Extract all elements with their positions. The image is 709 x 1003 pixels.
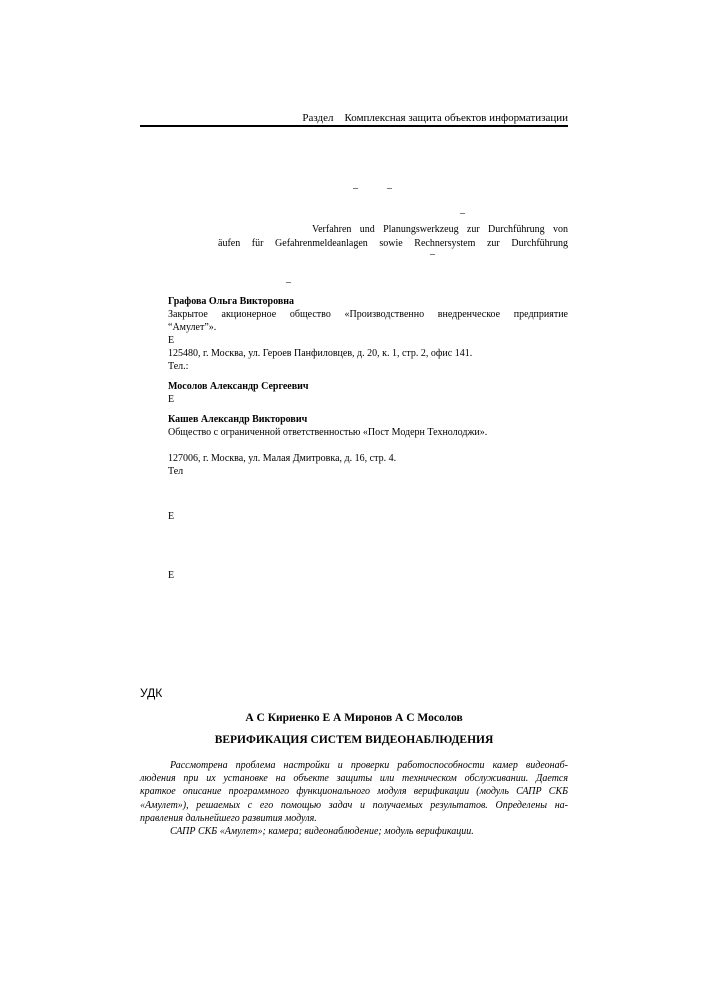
person-address-block [168,452,568,478]
person-org: Общество с ограниченной ответственностью «Пост Модерн Технолоджи». [168,427,488,438]
person-email-label: E [168,511,175,522]
dash-fragment: – [387,183,392,194]
person-address: 125480, г. Москва, ул. Героев Панфиловцев, д. 20, к. 1, стр. 2, офис 141. [168,348,473,359]
person-block-2 [168,380,568,406]
abstract-line: правления дальнейшего развития модуля. [140,812,317,824]
article-authors: А С Кириенко Е А Миронов А С Мосолов [245,712,463,724]
dash-fragment: – [286,277,291,288]
person-name: Графова Ольга Викторовна [168,296,295,307]
person-name: Кашев Александр Викторович [168,414,308,425]
abstract-line: Рассмотрена проблема настройки и проверки работоспособности камер видеонаб- [170,760,568,771]
section-title: Комплексная защита объектов информатизации [344,112,568,124]
person-block-1 [168,295,568,373]
person-phone-label: Тел.: [168,361,189,372]
german-line-1: Verfahren und Planungswerkzeug zur Durchführung von [312,224,568,235]
dash-fragment: – [460,208,465,219]
header-rule [140,125,568,127]
abstract-line: людения при их установке на объекте защиты или техническом обслуживании. Дается [140,773,568,785]
person-org: Закрытое акционерное общество «Производственно внедренческое предприятие [168,309,568,320]
abstract-line: «Амулет»), решаемых с его помощью задач и получаемых результатов. Определены на- [140,799,568,811]
person-email-label: E [168,335,175,346]
person-phone-label: Тел [168,466,184,477]
section-label: Раздел [302,112,334,124]
article-abstract [140,759,568,838]
running-header [140,112,568,124]
person-email-label: E [168,394,175,405]
article-title: ВЕРИФИКАЦИЯ СИСТЕМ ВИДЕОНАБЛЮДЕНИЯ [214,734,494,746]
keywords: САПР СКБ «Амулет»; камера; видеонаблюдение; модуль верификации. [170,826,474,838]
udk-label: УДК [140,686,163,700]
dash-fragment: – [353,183,358,194]
person-block-3 [168,413,568,439]
dash-fragment: – [430,249,435,260]
person-address: 127006, г. Москва, ул. Малая Дмитровка, д. 16, стр. 4. [168,453,397,464]
german-line-2: äufen für Gefahrenmeldeanlagen sowie Rechnersystem zur Durchführung [218,238,568,249]
person-name: Мосолов Александр Сергеевич [168,381,309,392]
person-email-label: E [168,570,175,581]
abstract-line: краткое описание программного функционального модуля верификации (модуль САПР СКБ [140,786,568,798]
person-org-cont: “Амулет”». [168,322,217,333]
